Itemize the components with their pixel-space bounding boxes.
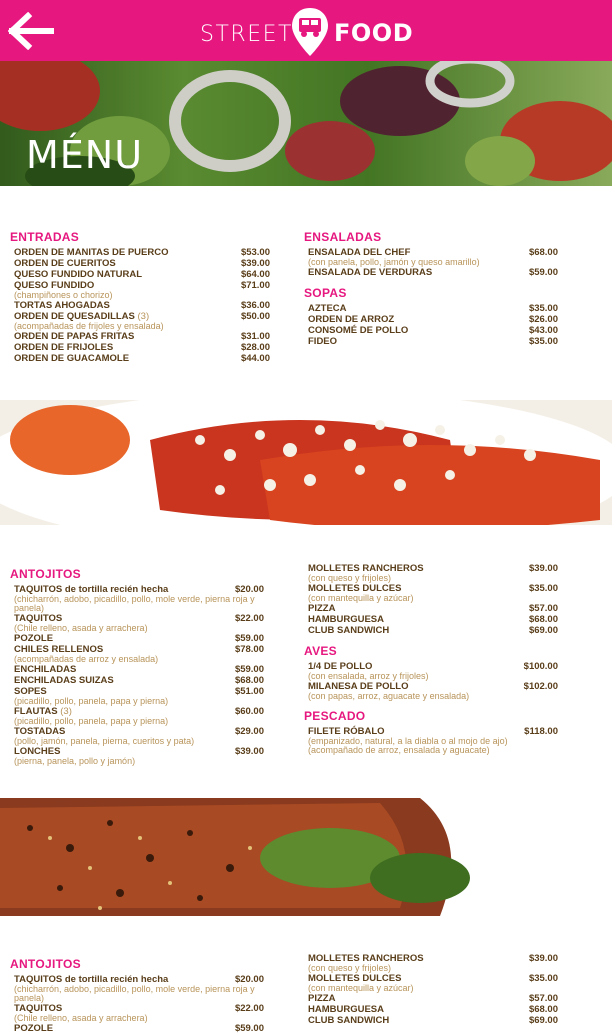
menu-item-description: (con queso y frijoles) — [308, 963, 392, 973]
menu-item — [304, 1015, 558, 1026]
menu-item-price: $53.00 — [240, 247, 270, 258]
menu-item-qty: (3) — [60, 706, 72, 717]
menu-item — [10, 664, 264, 675]
menu-item-price: $35.00 — [528, 973, 558, 984]
menu-item-price: $59.00 — [528, 267, 558, 278]
menu-item-name-text: TAQUITOS — [14, 1003, 63, 1014]
menu-item-name-text: FLAUTAS — [14, 706, 58, 717]
menu-item — [10, 1023, 264, 1034]
menu-item — [304, 303, 558, 314]
menu-item-price: $78.00 — [234, 644, 264, 655]
enchiladas-image — [0, 400, 612, 525]
menu-item-name — [308, 325, 558, 336]
antojitos-section — [10, 567, 264, 766]
menu-item-price: $29.00 — [234, 726, 264, 737]
menu-item-price: $26.00 — [528, 314, 558, 325]
menu-item — [10, 311, 270, 331]
menu-item — [304, 603, 558, 614]
menu-item-name-text: SOPES — [14, 686, 47, 697]
right-column-section-repeat — [304, 953, 558, 1026]
menu-item-name-text: QUESO FUNDIDO NATURAL — [14, 269, 143, 280]
menu-item-name-text: CLUB SANDWICH — [308, 625, 390, 636]
menu-item-price: $39.00 — [528, 563, 558, 574]
menu-item-description: (picadillo, pollo, panela, papa y pierna) — [14, 696, 169, 706]
menu-item-name-text: ORDEN DE CUERITOS — [14, 258, 116, 269]
menu-item — [10, 258, 270, 269]
menu-item-price: $68.00 — [234, 675, 264, 686]
menu-item-name — [14, 300, 270, 311]
menu-item-name-text: TOSTADAS — [14, 726, 66, 737]
menu-item-description: (con mantequilla y azúcar) — [308, 983, 414, 993]
menu-item-name — [14, 247, 270, 258]
section-title: SOPAS — [304, 286, 347, 300]
menu-item-description: (con mantequilla y azúcar) — [308, 593, 414, 603]
menu-item-name-text: LONCHES — [14, 746, 61, 757]
menu-item-price: $39.00 — [528, 953, 558, 964]
menu-item-price: $68.00 — [528, 1004, 558, 1015]
menu-item-price: $64.00 — [240, 269, 270, 280]
menu-item — [10, 613, 264, 633]
menu-item — [10, 353, 270, 364]
menu-item-price: $44.00 — [240, 353, 270, 364]
menu-item-name-text: ORDEN DE GUACAMOLE — [14, 353, 130, 364]
ensaladas-sopas-section — [304, 230, 558, 347]
menu-item — [10, 300, 270, 311]
menu-item — [10, 974, 264, 1003]
menu-item — [304, 314, 558, 325]
menu-item-name-text: CONSOMÉ DE POLLO — [308, 325, 409, 336]
menu-item-qty: (3) — [137, 311, 150, 322]
menu-item-name — [14, 1023, 264, 1034]
menu-item — [10, 726, 264, 746]
menu-item-name — [14, 258, 270, 269]
menu-item — [304, 583, 558, 603]
menu-item-description: (empanizado, natural, a la diabla o al mojo de ajo) (acompañado de arroz, ensalada y aguacate) — [308, 736, 508, 755]
menu-item — [304, 973, 558, 993]
menu-item-price: $69.00 — [528, 625, 558, 636]
menu-item-name-text: AZTECA — [308, 303, 347, 314]
menu-item-name-text: POZOLE — [14, 633, 54, 644]
menu-item-name-text: FIDEO — [308, 336, 338, 347]
menu-item-name-text: MOLLETES RANCHEROS — [308, 953, 424, 964]
menu-item-price: $118.00 — [524, 726, 558, 737]
menu-item-name-text: 1/4 DE POLLO — [308, 661, 373, 672]
menu-item — [10, 331, 270, 342]
menu-item-name-text: CHILES RELLENOS — [14, 644, 104, 655]
menu-item — [304, 661, 558, 681]
menu-item-price: $28.00 — [240, 342, 270, 353]
menu-item-name-text: ENSALADA DE VERDURAS — [308, 267, 433, 278]
menu-item — [10, 633, 264, 644]
menu-item-price: $39.00 — [234, 746, 264, 757]
menu-item — [304, 325, 558, 336]
menu-item — [304, 993, 558, 1004]
menu-item-name — [308, 603, 558, 614]
menu-item-name-text: ENCHILADAS — [14, 664, 77, 675]
top-bar — [0, 0, 612, 61]
menu-item — [10, 686, 264, 706]
menu-item-price: $31.00 — [240, 331, 270, 342]
menu-item-name-text: ORDEN DE ARROZ — [308, 314, 395, 325]
menu-item-name-text: CLUB SANDWICH — [308, 1015, 390, 1026]
section-title: ENTRADAS — [10, 230, 80, 244]
section-title: ANTOJITOS — [10, 957, 81, 971]
menu-item — [304, 1004, 558, 1015]
menu-item-name-text: ORDEN DE MANITAS DE PUERCO — [14, 247, 169, 258]
menu-item-name-text: HAMBURGUESA — [308, 614, 384, 625]
menu-item-price: $35.00 — [528, 583, 558, 594]
menu-item-description: (champiñones o chorizo) — [14, 290, 113, 300]
menu-item-name — [14, 633, 264, 644]
menu-item — [304, 563, 558, 583]
menu-item-name-text: ORDEN DE QUESADILLAS — [14, 311, 135, 322]
menu-item-name-text: TAQUITOS — [14, 613, 63, 624]
menu-item-name-text: PIZZA — [308, 993, 336, 1004]
menu-item-name-text: TAQUITOS de tortilla recién hecha — [14, 974, 169, 985]
menu-item-name-text: MILANESA DE POLLO — [308, 681, 409, 692]
menu-item — [10, 280, 270, 300]
menu-item-name — [14, 331, 270, 342]
menu-item — [10, 584, 264, 613]
menu-item-name-text: TAQUITOS de tortilla recién hecha — [14, 584, 169, 595]
menu-item-name-text: POZOLE — [14, 1023, 54, 1034]
menu-item-name — [14, 342, 270, 353]
menu-item-price: $60.00 — [234, 706, 264, 717]
menu-item-name — [308, 303, 558, 314]
menu-item-price: $57.00 — [528, 603, 558, 614]
menu-item-name — [308, 267, 558, 278]
menu-item-price: $59.00 — [234, 633, 264, 644]
menu-item-name — [308, 625, 558, 636]
arrow-left-icon[interactable] — [8, 12, 54, 50]
menu-item-name-text: MOLLETES DULCES — [308, 973, 402, 984]
menu-item-price: $51.00 — [234, 686, 264, 697]
menu-item-description: (acompañadas de frijoles y ensalada) — [14, 321, 164, 331]
right-column-section — [304, 563, 558, 755]
menu-item-name — [308, 993, 558, 1004]
menu-item-name — [14, 664, 264, 675]
menu-item-name — [308, 614, 558, 625]
menu-item — [10, 675, 264, 686]
menu-item-description: (Chile relleno, asada y arrachera) — [14, 1013, 148, 1023]
menu-item-price: $35.00 — [528, 303, 558, 314]
menu-item-name-text: PIZZA — [308, 603, 336, 614]
menu-item-price: $36.00 — [240, 300, 270, 311]
menu-item-price: $100.00 — [523, 661, 558, 672]
menu-item — [304, 614, 558, 625]
menu-item-name-text: ENSALADA DEL CHEF — [308, 247, 411, 258]
menu-item-price: $59.00 — [234, 1023, 264, 1034]
menu-item-description: (chicharrón, adobo, picadillo, pollo, mole verde, pierna roja y panela) — [14, 984, 255, 1003]
menu-item-name-text: ORDEN DE PAPAS FRITAS — [14, 331, 135, 342]
logo-street-text: STREET — [200, 22, 293, 47]
menu-item-price: $39.00 — [240, 258, 270, 269]
menu-item-price: $57.00 — [528, 993, 558, 1004]
app-logo — [198, 7, 414, 55]
menu-item-price: $59.00 — [234, 664, 264, 675]
menu-item-price: $68.00 — [528, 614, 558, 625]
menu-item-name — [308, 314, 558, 325]
menu-item-price: $68.00 — [528, 247, 558, 258]
menu-item — [304, 625, 558, 636]
menu-item-description: (picadillo, pollo, panela, papa y pierna) — [14, 716, 169, 726]
menu-item — [304, 726, 558, 755]
menu-item-name — [308, 1015, 558, 1026]
menu-item-name — [308, 336, 558, 347]
menu-item-price: $22.00 — [234, 613, 264, 624]
menu-item-name-text: TORTAS AHOGADAS — [14, 300, 110, 311]
menu-item-price: $43.00 — [528, 325, 558, 336]
section-title: ENSALADAS — [304, 230, 382, 244]
menu-item — [304, 681, 558, 701]
menu-item — [10, 342, 270, 353]
menu-item-name-text: FILETE RÓBALO — [308, 726, 385, 737]
menu-item-price: $20.00 — [234, 974, 264, 985]
menu-item — [304, 336, 558, 347]
entradas-section — [10, 230, 270, 364]
menu-item-name-text: ORDEN DE FRIJOLES — [14, 342, 114, 353]
menu-item — [10, 1003, 264, 1023]
steak-image — [0, 798, 612, 916]
antojitos-section-repeat — [10, 957, 264, 1034]
menu-item-description: (con queso y frijoles) — [308, 573, 392, 583]
menu-item-description: (pollo, jamón, panela, pierna, cueritos y pata) — [14, 736, 195, 746]
menu-item-price: $71.00 — [240, 280, 270, 291]
menu-item-name-text: ENCHILADAS SUIZAS — [14, 675, 114, 686]
logo-food-text: FOOD — [334, 19, 414, 47]
menu-item-description: (con panela, pollo, jamón y queso amarillo) — [308, 257, 480, 267]
menu-item-description: (acompañadas de arroz y ensalada) — [14, 654, 159, 664]
menu-item-price: $20.00 — [234, 584, 264, 595]
section-title: AVES — [304, 644, 337, 658]
enchiladas-banner — [0, 400, 612, 525]
menu-item-description: (con ensalada, arroz y frijoles) — [308, 671, 429, 681]
menu-item-name-text: HAMBURGUESA — [308, 1004, 384, 1015]
menu-item-name — [308, 1004, 558, 1015]
menu-item-name-text: MOLLETES RANCHEROS — [308, 563, 424, 574]
hero-banner — [0, 61, 612, 186]
food-truck-pin-icon — [290, 6, 330, 58]
section-title: PESCADO — [304, 709, 366, 723]
menu-item-price: $69.00 — [528, 1015, 558, 1026]
menu-item-description: (chicharrón, adobo, picadillo, pollo, mole verde, pierna roja y panela) — [14, 594, 255, 613]
menu-item-name — [14, 269, 270, 280]
menu-item-description: (con papas, arroz, aguacate y ensalada) — [308, 691, 470, 701]
menu-item — [304, 247, 558, 267]
menu-item-price: $35.00 — [528, 336, 558, 347]
menu-item-price: $22.00 — [234, 1003, 264, 1014]
menu-item — [10, 746, 264, 766]
menu-item — [304, 953, 558, 973]
menu-item-name — [14, 675, 264, 686]
menu-item-name-text: MOLLETES DULCES — [308, 583, 402, 594]
menu-item-price: $50.00 — [240, 311, 270, 322]
menu-item-name-text: QUESO FUNDIDO — [14, 280, 95, 291]
menu-item-price: $102.00 — [523, 681, 558, 692]
steak-banner — [0, 798, 612, 916]
menu-item — [10, 247, 270, 258]
menu-item — [10, 644, 264, 664]
menu-item-description: (Chile relleno, asada y arrachera) — [14, 623, 148, 633]
menu-item — [304, 267, 558, 278]
section-title: ANTOJITOS — [10, 567, 81, 581]
page-title: MÉNU — [26, 133, 144, 177]
menu-item — [10, 269, 270, 280]
menu-item — [10, 706, 264, 726]
menu-item-description: (pierna, panela, pollo y jamón) — [14, 756, 136, 766]
menu-item-name — [14, 353, 270, 364]
